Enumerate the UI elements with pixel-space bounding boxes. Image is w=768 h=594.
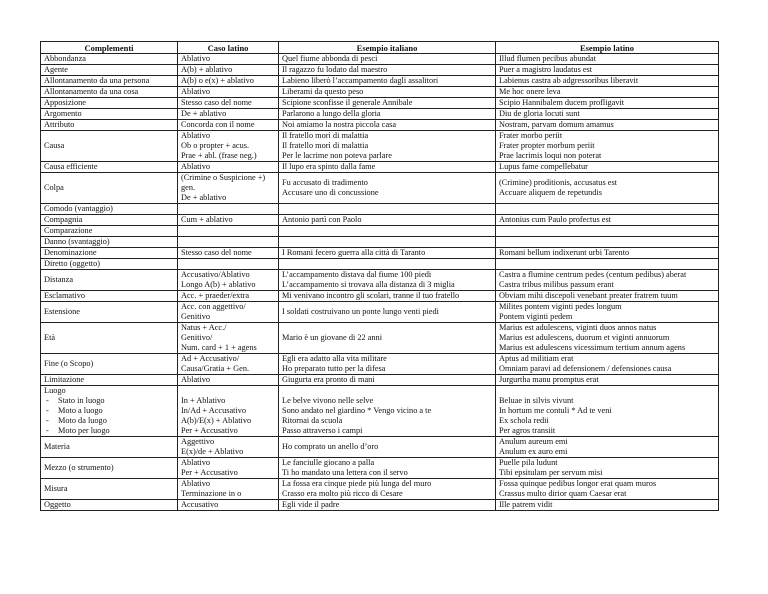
esempio-latino-cell: Illud flumen pecibus abundat: [496, 54, 719, 65]
complemento-cell: Mezzo (o strumento): [41, 458, 178, 479]
esempio-latino-cell: Puelle pila ludunt Tibi epsitulam per servum misi: [496, 458, 719, 479]
complemento-cell: Comparazione: [41, 226, 178, 237]
table-row: [41, 120, 719, 131]
esempio-latino-cell: Beluae in silvis vivunt In hortum me contuli * Ad te veni Ex schola redii Per agros transiit: [496, 386, 719, 437]
complementi-table: [40, 41, 719, 511]
caso-latino-cell: Accusativo: [178, 500, 279, 511]
esempio-latino-cell: Antonius cum Paulo profectus est: [496, 215, 719, 226]
table-row: [41, 87, 719, 98]
complemento-cell: Allontanamento da una persona: [41, 76, 178, 87]
complemento-cell: Limitazione: [41, 375, 178, 386]
complemento-cell: Colpa: [41, 173, 178, 204]
esempio-latino-cell: Ille patrem vidit: [496, 500, 719, 511]
table-row: [41, 226, 719, 237]
caso-latino-cell: Acc. con aggettivo/ Genitivo: [178, 302, 279, 323]
esempio-latino-cell: Obviam mihi discepoli venebant preater fratrem tuum: [496, 291, 719, 302]
complemento-cell: Età: [41, 323, 178, 354]
luogo-subitem: - Moto per luogo: [44, 426, 174, 436]
table-row: [41, 500, 719, 511]
esempio-italiano-cell: Parlarono a lungo della gloria: [279, 109, 496, 120]
esempio-latino-cell: [496, 226, 719, 237]
esempio-latino-cell: Romani bellum indixerunt urbi Tarento: [496, 248, 719, 259]
complemento-cell: Estensione: [41, 302, 178, 323]
caso-latino-cell: Stesso caso del nome: [178, 248, 279, 259]
esempio-latino-cell: Marius est adulescens, viginti duos annos natus Marius est adulescens, duorum et viginti annuorum Marius est adulescens vicessimum tertium annum agens: [496, 323, 719, 354]
caso-latino-cell: Cum + ablativo: [178, 215, 279, 226]
complemento-cell: Misura: [41, 479, 178, 500]
esempio-italiano-cell: Il ragazzo fu lodato dal maestro: [279, 65, 496, 76]
complemento-cell: Abbondanza: [41, 54, 178, 65]
esempio-italiano-cell: I soldati costruivano un ponte lungo venti piedi: [279, 302, 496, 323]
complemento-cell: Esclamativo: [41, 291, 178, 302]
table-row: [41, 109, 719, 120]
esempio-italiano-cell: La fossa era cinque piede più lunga del muro Crasso era molto più ricco di Cesare: [279, 479, 496, 500]
esempio-latino-cell: Milites pontem viginti pedes longum Pontem viginti pedem: [496, 302, 719, 323]
esempio-italiano-cell: [279, 259, 496, 270]
esempio-latino-cell: [496, 237, 719, 248]
caso-latino-cell: Concorda con il nome: [178, 120, 279, 131]
table-row: [41, 323, 719, 354]
header-esempio-italiano: Esempio italiano: [279, 42, 496, 54]
esempio-latino-cell: Lupus fame compellebatur: [496, 162, 719, 173]
esempio-italiano-cell: Fu accusato di tradimento Accusare uno di concussione: [279, 173, 496, 204]
caso-latino-cell: Accusativo/Ablativo Longo A(b) + ablativo: [178, 270, 279, 291]
complemento-cell: Danno (svantaggio): [41, 237, 178, 248]
complemento-cell: Agente: [41, 65, 178, 76]
esempio-italiano-cell: Liberami da questo peso: [279, 87, 496, 98]
esempio-italiano-cell: I Romani fecero guerra alla città di Taranto: [279, 248, 496, 259]
caso-latino-cell: De + ablativo: [178, 109, 279, 120]
esempio-italiano-cell: [279, 226, 496, 237]
luogo-sublist: [44, 396, 174, 436]
luogo-subitem: - Stato in luogo: [44, 396, 174, 406]
table-row: [41, 65, 719, 76]
caso-latino-cell: (Crimine o Suspicione +) gen. De + ablativo: [178, 173, 279, 204]
complemento-cell: Attributo: [41, 120, 178, 131]
table-row: [41, 437, 719, 458]
table-row: [41, 354, 719, 375]
esempio-italiano-cell: Antonio partì con Paolo: [279, 215, 496, 226]
complemento-cell: Comodo (vantaggio): [41, 204, 178, 215]
esempio-latino-cell: (Crimine) proditionis, accusatus est Accuare aliquem de repetundis: [496, 173, 719, 204]
luogo-subitem: - Moto a luogo: [44, 406, 174, 416]
luogo-subitem: - Moto da luogo: [44, 416, 174, 426]
caso-latino-cell: Ablativo: [178, 54, 279, 65]
caso-latino-cell: A(b) + ablativo: [178, 65, 279, 76]
complemento-cell: Apposizione: [41, 98, 178, 109]
esempio-latino-cell: Frater morbo periit Frater propter morbum periit Prae lacrimis loqui non poterat: [496, 131, 719, 162]
caso-latino-cell: In + Ablativo In/Ad + Accusativo A(b)/E(x) + Ablativo Per + Accusativo: [178, 386, 279, 437]
caso-latino-cell: Aggettivo E(x)/de + Ablativo: [178, 437, 279, 458]
esempio-latino-cell: Anulum aureum emi Anulum ex auro emi: [496, 437, 719, 458]
esempio-italiano-cell: Ho comprato un anello d’oro: [279, 437, 496, 458]
esempio-italiano-cell: Egli vide il padre: [279, 500, 496, 511]
caso-latino-cell: Natus + Acc./ Genitivo/ Num. card + 1 + agens: [178, 323, 279, 354]
esempio-latino-cell: [496, 204, 719, 215]
table-row: [41, 237, 719, 248]
esempio-italiano-cell: Giugurta era pronto di mani: [279, 375, 496, 386]
esempio-italiano-cell: Il fratello morì di malattia Il fratello morì di malattia Per le lacrime non poteva parlare: [279, 131, 496, 162]
esempio-latino-cell: Diu de gloria locuti sunt: [496, 109, 719, 120]
esempio-italiano-cell: Scipione sconfisse il generale Annibale: [279, 98, 496, 109]
caso-latino-cell: [178, 237, 279, 248]
caso-latino-cell: Ablativo: [178, 162, 279, 173]
esempio-latino-cell: Jurgurtha manu promptus erat: [496, 375, 719, 386]
caso-latino-cell: Ablativo Terminazione in o: [178, 479, 279, 500]
table-row: [41, 291, 719, 302]
complemento-cell: Argomento: [41, 109, 178, 120]
table-row: [41, 173, 719, 204]
esempio-latino-cell: Puer a magistro laudatus est: [496, 65, 719, 76]
esempio-italiano-cell: [279, 237, 496, 248]
table-row: [41, 76, 719, 87]
table-row: [41, 479, 719, 500]
esempio-italiano-cell: Mi venivano incontro gli scolari, tranne il tuo fratello: [279, 291, 496, 302]
esempio-latino-cell: Castra a flumine centrum pedes (centum pedibus) aberat Castra tribus milibus passum erant: [496, 270, 719, 291]
esempio-italiano-cell: L’accampamento distava dal fiume 100 piedi L’accampamento si trovava alla distanza di 3 miglia: [279, 270, 496, 291]
complemento-cell: Allontanamento da una cosa: [41, 87, 178, 98]
caso-latino-cell: [178, 204, 279, 215]
table-row: [41, 375, 719, 386]
esempio-italiano-cell: Mario è un giovane di 22 anni: [279, 323, 496, 354]
table-row: [41, 270, 719, 291]
caso-latino-cell: [178, 226, 279, 237]
table-row: [41, 98, 719, 109]
table-row: [41, 54, 719, 65]
esempio-latino-cell: Labienus castra ab adgressoribus liberavit: [496, 76, 719, 87]
caso-latino-cell: Ablativo Ob o propter + acus. Prae + abl. (frase neg.): [178, 131, 279, 162]
complemento-cell: Causa efficiente: [41, 162, 178, 173]
luogo-title: Luogo: [44, 386, 66, 395]
complemento-cell: Oggetto: [41, 500, 178, 511]
caso-latino-cell: Acc. + praeder/extra: [178, 291, 279, 302]
esempio-italiano-cell: [279, 204, 496, 215]
table-row: [41, 131, 719, 162]
complemento-cell: Compagnia: [41, 215, 178, 226]
caso-latino-cell: [178, 259, 279, 270]
caso-latino-cell: A(b) o e(x) + ablativo: [178, 76, 279, 87]
esempio-italiano-cell: Le belve vivono nelle selve Sono andato nel giardino * Vengo vicino a te Ritornai da scuola Passo attraverso i campi: [279, 386, 496, 437]
header-complementi: Complementi: [41, 42, 178, 54]
esempio-italiano-cell: Quel fiume abbonda di pesci: [279, 54, 496, 65]
complemento-cell: Fine (o Scopo): [41, 354, 178, 375]
esempio-latino-cell: Me hoc onere leva: [496, 87, 719, 98]
complemento-cell: Causa: [41, 131, 178, 162]
caso-latino-cell: Ablativo Per + Accusativo: [178, 458, 279, 479]
table-row: [41, 458, 719, 479]
header-esempio-latino: Esempio latino: [496, 42, 719, 54]
esempio-italiano-cell: Egli era adatto alla vita militare Ho preparato tutto per la difesa: [279, 354, 496, 375]
esempio-latino-cell: Nostram, parvam domum amamus: [496, 120, 719, 131]
caso-latino-cell: Ad + Accusativo/ Causa/Gratia + Gen.: [178, 354, 279, 375]
caso-latino-cell: Ablativo: [178, 87, 279, 98]
table-row: [41, 215, 719, 226]
complemento-cell: Materia: [41, 437, 178, 458]
esempio-italiano-cell: Noi amiamo la nostra piccola casa: [279, 120, 496, 131]
header-caso-latino: Caso latino: [178, 42, 279, 54]
table-row: [41, 259, 719, 270]
table-row: [41, 386, 719, 437]
table-row: [41, 302, 719, 323]
caso-latino-cell: Ablativo: [178, 375, 279, 386]
table-row: [41, 162, 719, 173]
complemento-cell: [41, 386, 178, 437]
esempio-italiano-cell: Labieno liberò l’accampamento dagli assalitori: [279, 76, 496, 87]
complemento-cell: Diretto (oggetto): [41, 259, 178, 270]
caso-latino-cell: Stesso caso del nome: [178, 98, 279, 109]
header-row: [41, 42, 719, 54]
esempio-latino-cell: Scipio Hannibalem ducem profligavit: [496, 98, 719, 109]
complemento-cell: Denominazione: [41, 248, 178, 259]
esempio-italiano-cell: Le fanciulle giocano a palla Ti ho mandato una lettera con il servo: [279, 458, 496, 479]
table-row: [41, 248, 719, 259]
esempio-latino-cell: Fossa quinque pedibus longor erat quam muros Crassus multo dirior quam Caesar erat: [496, 479, 719, 500]
esempio-latino-cell: Aptus ad militiam erat Omniam paravi ad defensionem / defensiones causa: [496, 354, 719, 375]
table-row: [41, 204, 719, 215]
esempio-italiano-cell: Il lupo era spinto dalla fame: [279, 162, 496, 173]
esempio-latino-cell: [496, 259, 719, 270]
complemento-cell: Distanza: [41, 270, 178, 291]
table-body: [41, 54, 719, 511]
